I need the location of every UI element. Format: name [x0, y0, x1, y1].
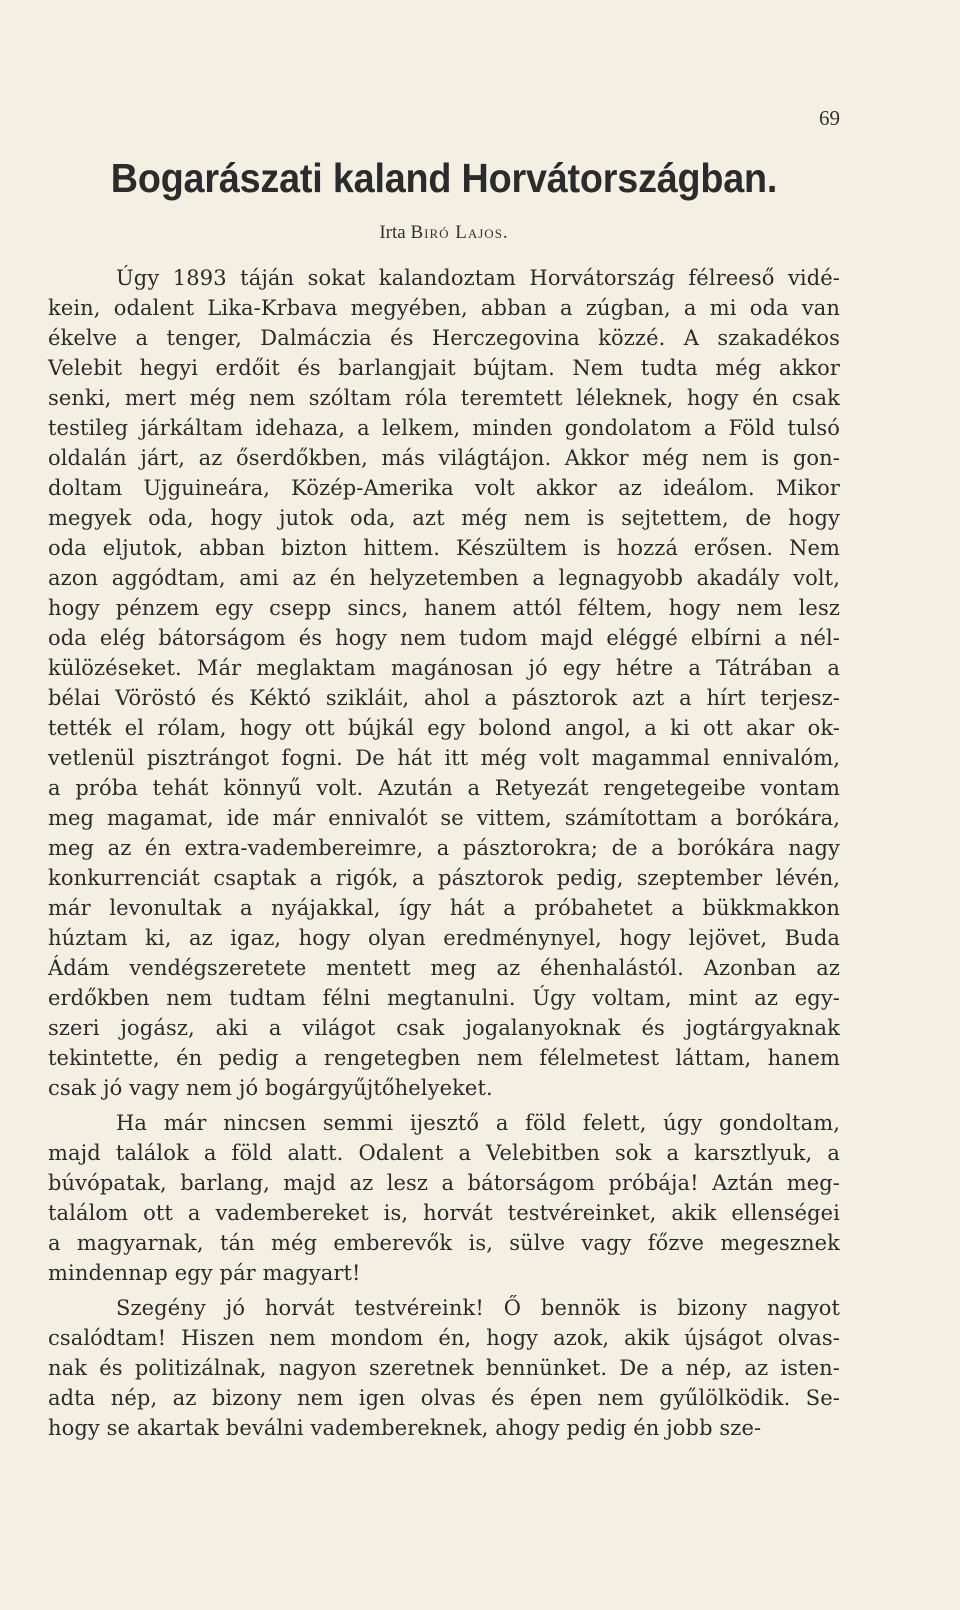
text-line: kein, odalent Lika-Krbava megyében, abban a zúgban, a mi oda van	[48, 296, 840, 320]
text-line: Úgy 1893 táján sokat kalandoztam Horvátország félreeső vidé-	[116, 266, 840, 290]
text-line: megyek oda, hogy jutok oda, azt még nem is sejtettem, de hogy	[48, 506, 840, 530]
text-line: tekintette, én pedig a rengetegben nem félelmetest láttam, hanem	[48, 1046, 840, 1070]
text-line: mindennap egy pár magyart!	[48, 1261, 361, 1285]
text-line: Szegény jó horvát testvéreink! Ő bennök is bizony nagyot	[116, 1296, 840, 1320]
paragraph	[48, 1108, 840, 1288]
text-line: már levonultak a nyájakkal, így hát a próbahetet a bükkmakkon	[48, 896, 840, 920]
byline	[0, 222, 924, 244]
text-line: doltam Ujguineára, Közép-Amerika volt akkor az ideálom. Mikor	[48, 476, 840, 500]
text-line: tették el rólam, hogy ott bújkál egy bolond angol, a ki ott akar ok-	[48, 716, 840, 740]
text-line: adta nép, az bizony nem igen olvas és épen nem gyűlölködik. Se-	[48, 1386, 840, 1410]
text-line: oda elég bátorságom és hogy nem tudom majd eléggé elbírni a nél-	[48, 626, 840, 650]
text-line: nak és politizálnak, nagyon szeretnek bennünket. De a nép, az isten-	[48, 1356, 840, 1380]
text-line: találom ott a vadembereket is, horvát testvéreinket, akik ellenségei	[48, 1201, 840, 1225]
text-line: külözéseket. Már meglaktam magánosan jó egy hétre a Tátrában a	[48, 656, 840, 680]
text-line: meg az én extra-vadembereimre, a pásztorokra; de a borókára nagy	[48, 836, 840, 860]
text-line: a magyarnak, tán még emberevők is, sülve vagy főzve megesznek	[48, 1231, 840, 1255]
text-line: hogy se akartak beválni vadembereknek, ahogy pedig én jobb sze-	[48, 1416, 762, 1440]
text-line: Ha már nincsen semmi ijesztő a föld felett, úgy gondoltam,	[116, 1111, 840, 1135]
text-line: húztam ki, az igaz, hogy olyan eredménynyel, hogy lejövet, Buda	[48, 926, 840, 950]
text-line: meg magamat, ide már ennivalót se vittem, számítottam a borókára,	[48, 806, 840, 830]
text-line: azon aggódtam, ami az én helyzetemben a legnagyobb akadály volt,	[48, 566, 840, 590]
paragraph	[48, 263, 840, 1103]
text-line: csalódtam! Hiszen nem mondom én, hogy azok, akik újságot olvas-	[48, 1326, 840, 1350]
text-line: búvópatak, barlang, majd az lesz a bátorságom próbája! Aztán meg-	[48, 1171, 840, 1195]
body-text	[48, 263, 840, 1443]
text-line: oldalán járt, az őserdőkben, más világtájon. Akkor még nem is gon-	[48, 446, 840, 470]
article-title: Bogarászati kaland Horvátországban.	[110, 155, 778, 201]
text-line: Ádám vendégszeretete mentett meg az éhenhalástól. Azonban az	[48, 956, 840, 980]
text-line: csak jó vagy nem jó bogárgyűjtőhelyeket.	[48, 1076, 493, 1100]
text-line: hogy pénzem egy csepp sincs, hanem attól féltem, hogy nem lesz	[48, 596, 840, 620]
text-line: erdőkben nem tudtam félni megtanulni. Úgy voltam, mint az egy-	[48, 986, 840, 1010]
text-line: Velebit hegyi erdőit és barlangjait bújtam. Nem tudta még akkor	[48, 356, 840, 380]
text-line: senki, mert még nem szóltam róla teremtett léleknek, hogy én csak	[48, 386, 840, 410]
text-line: ékelve a tenger, Dalmáczia és Herczegovina közzé. A szakadékos	[48, 326, 840, 350]
page-number: 69	[819, 106, 840, 130]
text-line: vetlenül pisztrángot fogni. De hát itt még volt magammal ennivalóm,	[48, 746, 840, 770]
text-line: konkurrenciát csaptak a rigók, a pásztorok pedig, szeptember lévén,	[48, 866, 840, 890]
byline-prefix: Irta	[379, 222, 406, 243]
byline-author: Biró Lajos.	[410, 222, 509, 243]
paragraph	[48, 1293, 840, 1443]
text-line: majd találok a föld alatt. Odalent a Velebitben sok a karsztlyuk, a	[48, 1141, 840, 1165]
text-line: szeri jogász, aki a világot csak jogalanyoknak és jogtárgyaknak	[48, 1016, 840, 1040]
text-line: oda eljutok, abban bizton hittem. Készültem is hozzá erősen. Nem	[48, 536, 840, 560]
text-line: testileg járkáltam idehaza, a lelkem, minden gondolatom a Föld tulsó	[48, 416, 840, 440]
text-line: a próba tehát könnyű volt. Azután a Retyezát rengetegeibe vontam	[48, 776, 840, 800]
text-line: bélai Vöröstó és Kéktó szikláit, ahol a pásztorok azt a hírt terjesz-	[48, 686, 840, 710]
